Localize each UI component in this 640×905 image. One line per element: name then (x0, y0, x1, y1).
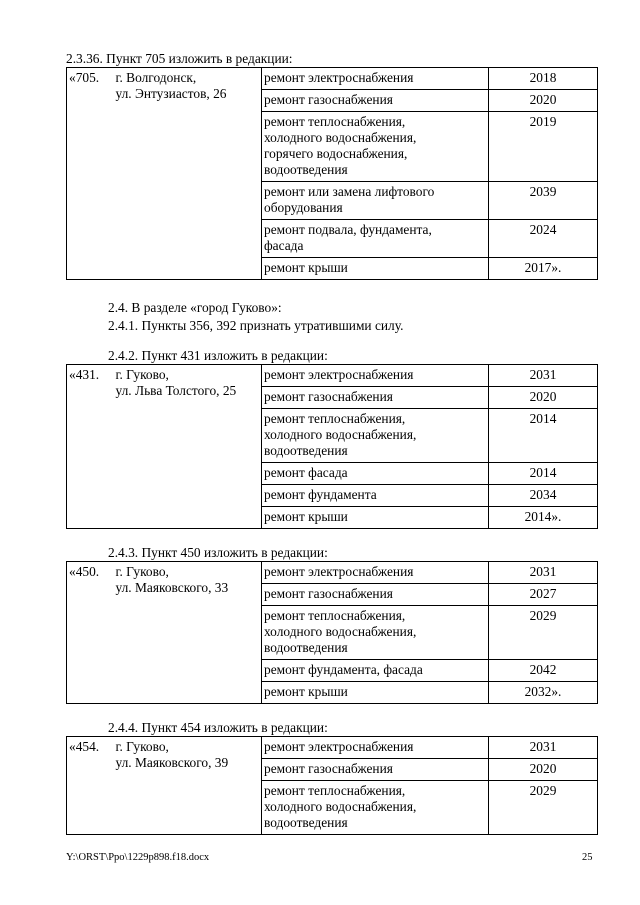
work-type-line: ремонт электроснабжения (264, 70, 414, 85)
work-type-line: ремонт электроснабжения (264, 564, 414, 579)
table-row (67, 737, 598, 759)
work-type-line: ремонт газоснабжения (264, 389, 393, 404)
work-type-line: ремонт теплоснабжения, (264, 783, 406, 798)
year-cell: 2018 (489, 68, 598, 90)
paragraph-2-4: 2.4. В разделе «город Гуково»: (108, 300, 282, 315)
year-cell: 2039 (489, 182, 598, 220)
work-type-line: ремонт электроснабжения (264, 367, 414, 382)
work-type-line: ремонт подвала, фундамента, (264, 222, 432, 237)
work-type-line: ремонт теплоснабжения, (264, 114, 406, 129)
work-type-cell (262, 660, 489, 682)
work-type-cell (262, 365, 489, 387)
heading-2-4-2: 2.4.2. Пункт 431 изложить в редакции: (108, 348, 328, 363)
year-cell: 2031 (489, 737, 598, 759)
work-type-line: ремонт газоснабжения (264, 586, 393, 601)
work-type-line: ремонт электроснабжения (264, 739, 414, 754)
year-cell: 2014». (489, 507, 598, 529)
year-cell: 2031 (489, 562, 598, 584)
year-cell: 2029 (489, 606, 598, 660)
address-cell (113, 562, 262, 704)
work-type-line: ремонт газоснабжения (264, 761, 393, 776)
work-type-line: ремонт крыши (264, 684, 348, 699)
table-item-431 (66, 364, 598, 529)
work-type-line: ремонт фундамента, фасада (264, 662, 423, 677)
year-cell: 2024 (489, 220, 598, 258)
work-type-line: ремонт крыши (264, 509, 348, 524)
work-type-cell (262, 562, 489, 584)
item-number: «431. (67, 365, 113, 529)
work-type-line: горячего водоснабжения, (264, 146, 408, 161)
work-type-cell (262, 182, 489, 220)
year-cell: 2020 (489, 387, 598, 409)
work-type-line: ремонт крыши (264, 260, 348, 275)
work-type-line: водоотведения (264, 815, 348, 830)
work-type-cell (262, 737, 489, 759)
work-type-cell (262, 90, 489, 112)
work-type-cell (262, 387, 489, 409)
heading-2-3-36: 2.3.36. Пункт 705 изложить в редакции: (66, 51, 293, 66)
work-type-line: фасада (264, 238, 304, 253)
work-type-cell (262, 485, 489, 507)
work-type-line: холодного водоснабжения, (264, 130, 417, 145)
work-type-line: ремонт газоснабжения (264, 92, 393, 107)
table-row (67, 365, 598, 387)
address-line: ул. Льва Толстого, 25 (115, 383, 237, 398)
year-cell: 2014 (489, 409, 598, 463)
year-cell: 2027 (489, 584, 598, 606)
work-type-cell (262, 781, 489, 835)
work-type-cell (262, 463, 489, 485)
address-line: г. Гуково, (115, 367, 169, 382)
work-type-line: ремонт теплоснабжения, (264, 411, 406, 426)
work-type-line: холодного водоснабжения, (264, 427, 417, 442)
table-row (67, 68, 598, 90)
work-type-line: ремонт или замена лифтового (264, 184, 435, 199)
work-type-line: оборудования (264, 200, 343, 215)
address-line: г. Гуково, (115, 564, 169, 579)
work-type-cell (262, 258, 489, 280)
year-cell: 2014 (489, 463, 598, 485)
year-cell: 2019 (489, 112, 598, 182)
heading-2-4-3: 2.4.3. Пункт 450 изложить в редакции: (108, 545, 328, 560)
year-cell: 2032». (489, 682, 598, 704)
year-cell: 2034 (489, 485, 598, 507)
work-type-cell (262, 507, 489, 529)
item-number: «454. (67, 737, 113, 835)
work-type-line: ремонт фундамента (264, 487, 377, 502)
item-number: «450. (67, 562, 113, 704)
table-item-705 (66, 67, 598, 280)
address-line: ул. Маяковского, 33 (115, 580, 229, 595)
year-cell: 2020 (489, 759, 598, 781)
year-cell: 2042 (489, 660, 598, 682)
address-line: ул. Маяковского, 39 (115, 755, 229, 770)
address-line: ул. Энтузиастов, 26 (115, 86, 227, 101)
footer-file-path: Y:\ORST\Ppo\1229p898.f18.docx (66, 852, 210, 863)
address-cell (113, 365, 262, 529)
heading-2-4-4: 2.4.4. Пункт 454 изложить в редакции: (108, 720, 328, 735)
work-type-line: водоотведения (264, 162, 348, 177)
table-item-454 (66, 736, 598, 835)
work-type-cell (262, 112, 489, 182)
work-type-line: холодного водоснабжения, (264, 624, 417, 639)
address-line: г. Гуково, (115, 739, 169, 754)
address-cell (113, 68, 262, 280)
year-cell: 2017». (489, 258, 598, 280)
work-type-line: ремонт теплоснабжения, (264, 608, 406, 623)
work-type-line: водоотведения (264, 443, 348, 458)
footer-page-number: 25 (582, 852, 593, 863)
table-row (67, 562, 598, 584)
work-type-cell (262, 68, 489, 90)
work-type-cell (262, 606, 489, 660)
work-type-cell (262, 584, 489, 606)
item-number: «705. (67, 68, 113, 280)
year-cell: 2029 (489, 781, 598, 835)
work-type-line: водоотведения (264, 640, 348, 655)
year-cell: 2020 (489, 90, 598, 112)
address-line: г. Волгодонск, (115, 70, 197, 85)
work-type-line: ремонт фасада (264, 465, 348, 480)
table-item-450 (66, 561, 598, 704)
paragraph-2-4-1: 2.4.1. Пункты 356, 392 признать утратившими силу. (108, 318, 404, 333)
address-cell (113, 737, 262, 835)
work-type-cell (262, 759, 489, 781)
year-cell: 2031 (489, 365, 598, 387)
work-type-line: холодного водоснабжения, (264, 799, 417, 814)
work-type-cell (262, 682, 489, 704)
work-type-cell (262, 409, 489, 463)
work-type-cell (262, 220, 489, 258)
